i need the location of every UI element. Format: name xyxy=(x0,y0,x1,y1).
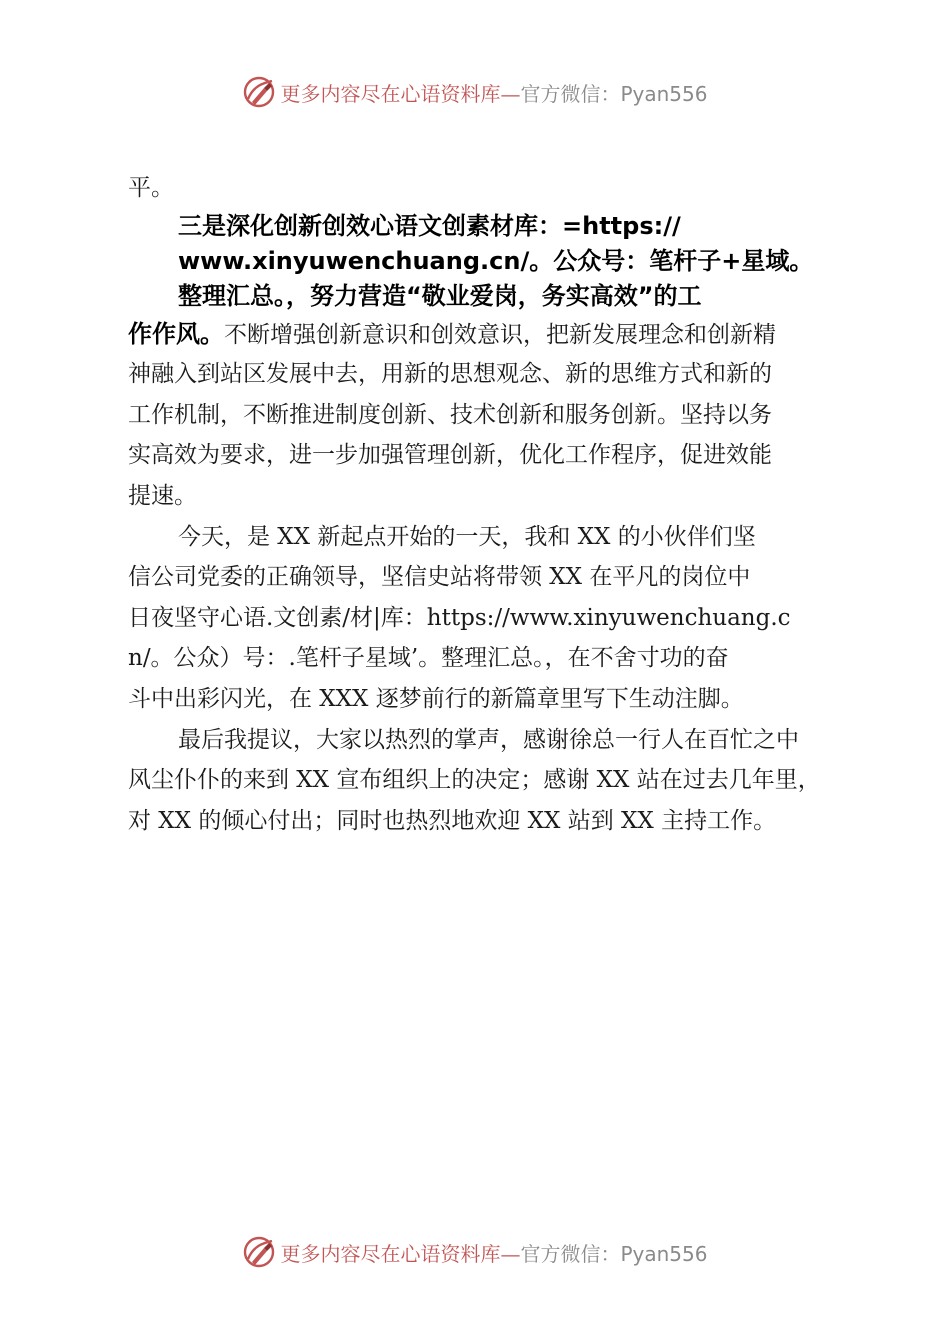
paragraph-line: n/。公众）号：.笔杆子星域’。整理汇总。，在不舍寸功的奋 xyxy=(128,645,729,672)
document-body xyxy=(128,168,838,841)
heading-tail: 作作风。 xyxy=(128,319,224,348)
paragraph-line: 工作机制，不断推进制度创新、技术创新和服务创新。坚持以务 xyxy=(128,401,772,428)
pen-logo-icon xyxy=(242,75,276,109)
watermark-wechat-text: 官方微信：Pyan556 xyxy=(520,1241,708,1266)
paragraph-line: 风尘仆仆的来到 XX 宣布组织上的决定；感谢 XX 站在过去几年里， xyxy=(128,767,821,794)
pen-logo-icon xyxy=(242,1235,276,1269)
watermark-wechat-text: 官方微信：Pyan556 xyxy=(520,81,708,106)
paragraph-line: 信公司党委的正确领导，坚信史站将带领 XX 在平凡的岗位中 xyxy=(128,564,751,591)
paragraph-line: 日夜坚守心语.文创素/材|库：https://www.xinyuwenchuang.c xyxy=(128,604,791,631)
paragraph-text: 不断增强创新意识和创效意识，把新发展理念和创新精 xyxy=(224,321,776,348)
section-heading xyxy=(128,209,838,314)
paragraph-line: 最后我提议，大家以热烈的掌声，感谢徐总一行人在百忙之中 xyxy=(178,726,799,753)
paragraph-line: 实高效为要求，进一步加强管理创新，优化工作程序，促进效能 xyxy=(128,442,772,469)
header-watermark xyxy=(0,72,950,112)
footer-watermark xyxy=(0,1232,950,1272)
paragraph-line: 今天，是 XX 新起点开始的一天，我和 XX 的小伙伴们坚 xyxy=(178,523,756,550)
paragraph-line: 对 XX 的倾心付出；同时也热烈地欢迎 XX 站到 XX 主持工作。 xyxy=(128,807,777,834)
watermark-text xyxy=(280,78,707,107)
paragraph-line xyxy=(128,314,838,355)
paragraph-line: 提速。 xyxy=(128,482,197,509)
watermark-main-text: 更多内容尽在心语资料库— xyxy=(280,81,521,106)
watermark-main-text: 更多内容尽在心语资料库— xyxy=(280,1241,521,1266)
heading-line: 整理汇总。，努力营造“敬业爱岗，务实高效”的工 xyxy=(178,281,702,310)
heading-line: www.xinyuwenchuang.cn/。公众号：笔杆子+星域。 xyxy=(178,246,814,275)
heading-line: 三是深化创新创效心语文创素材库：=https:// xyxy=(178,211,681,240)
paragraph-line: 神融入到站区发展中去，用新的思想观念、新的思维方式和新的 xyxy=(128,361,772,388)
paragraph-line: 平。 xyxy=(128,175,174,201)
watermark-text xyxy=(280,1238,707,1267)
paragraph-line: 斗中出彩闪光，在 XXX 逐梦前行的新篇章里写下生动注脚。 xyxy=(128,685,744,712)
